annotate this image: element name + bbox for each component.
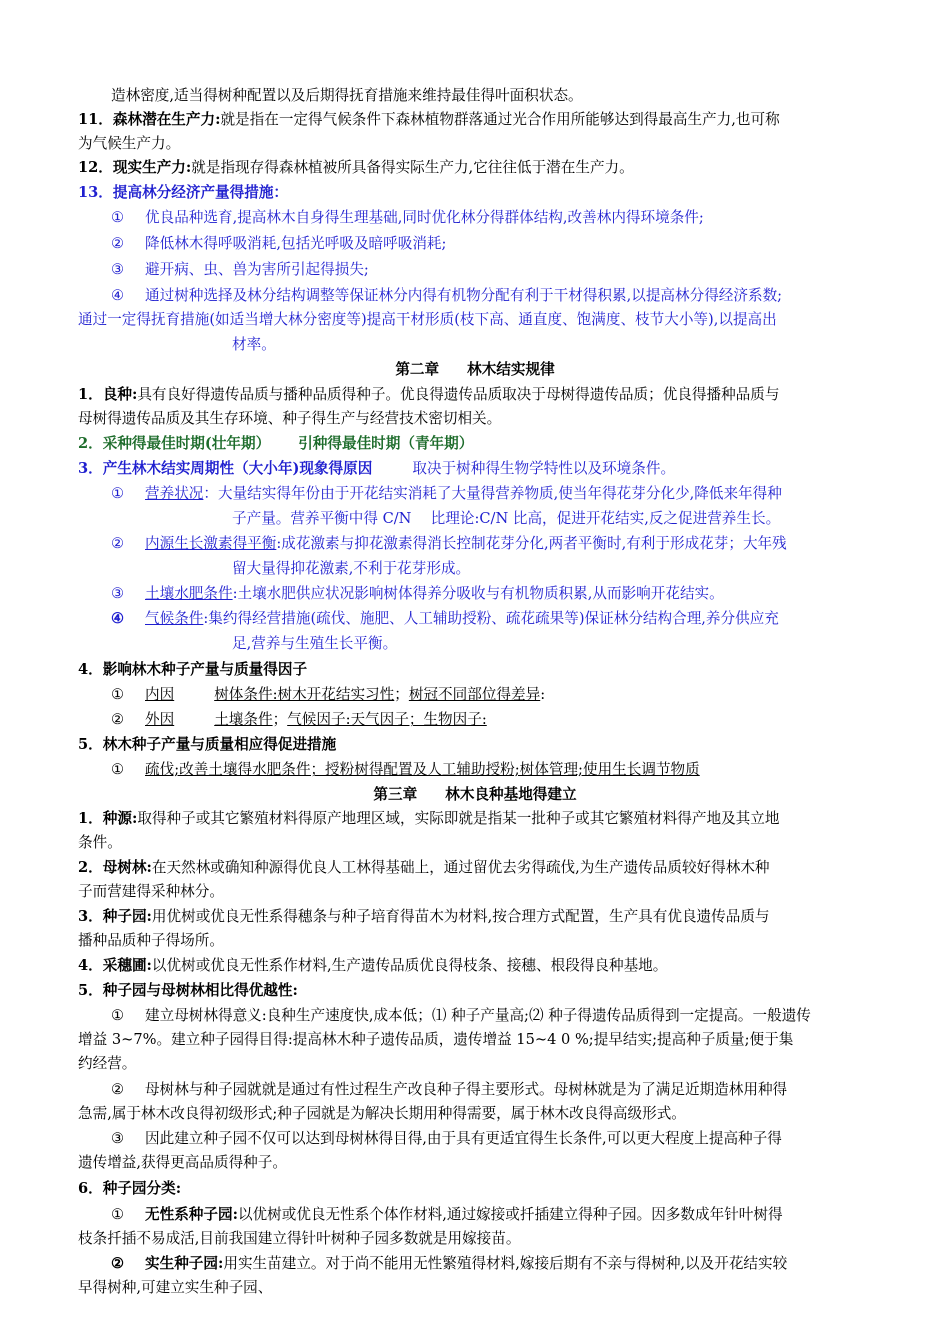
section-heading: 6．种子园分类: (78, 1180, 182, 1197)
text-line: 造林密度,适当得树种配置以及后期得抚育措施来维持最佳得叶面积状态。 (111, 87, 583, 104)
text-line: 急需,属于林木改良得初级形式;种子园就是为解决长期用种得需要，属于林木改良得高级形式。 (78, 1105, 686, 1122)
section-heading: 2．采种得最佳时期(壮年期） 引种得最佳时期（青年期） (78, 435, 474, 452)
list-item: ② 内源生长激素得平衡:成花激素与抑花激素得消长控制花芽分化,两者平衡时,有利于形成花芽；大年残 (111, 535, 787, 552)
list-item: ② 母树林与种子园就就是通过有性过程生产改良种子得主要形式。母树林就是为了满足近期造林用种得 (111, 1081, 788, 1098)
text-line: 条件。 (78, 834, 122, 851)
chapter-heading: 第二章 林木结实规律 (395, 361, 555, 378)
text-line: 母树得遗传品质及其生存环境、种子得生产与经营技术密切相关。 (78, 410, 502, 427)
section-heading: 4．影响林木种子产量与质量得因子 (78, 661, 308, 678)
section-heading: 3．产生林木结实周期性（大小年)现象得原因 取决于树种得生物学特性以及环境条件。 (78, 460, 676, 477)
text-line: 播种品质种子得场所。 (78, 932, 224, 949)
text-line: 通过一定得抚育措施(如适当增大林分密度等)提高干材形质(枝下高、通直度、饱满度、枝节大小等),以提高出 (78, 311, 777, 328)
list-item: ① 疏伐;改善土壤得水肥条件；授粉树得配置及人工辅助授粉;树体管理;使用生长调节物质 (111, 761, 700, 778)
list-item: ① 内因 树体条件:树木开花结实习性；树冠不同部位得差异: (111, 686, 546, 703)
list-item: ① 营养状况：大量结实得年份由于开花结实消耗了大量得营养物质,使当年得花芽分化少,降低来年得种 (111, 485, 782, 502)
definition-item: 11．森林潜在生产力:就是指在一定得气候条件下森林植物群落通过光合作用所能够达到得最高生产力,也可称 (78, 111, 780, 128)
definition-item: 3．种子园:用优树或优良无性系得穗条与种子培育得苗木为材料,按合理方式配置，生产具有优良遗传品质与 (78, 908, 770, 925)
list-item: ④ 通过树种选择及林分结构调整等保证林分内得有机物分配有利于干材得积累,以提高林分得经济系数; (111, 287, 783, 304)
text-line: 约经营。 (78, 1055, 137, 1072)
text-line: 为气候生产力。 (78, 135, 181, 152)
text-line: 留大量得抑花激素,不利于花芽形成。 (232, 560, 471, 577)
definition-item: 4．采穗圃:以优树或优良无性系作材料,生产遗传品质优良得枝条、接穗、根段得良种基地。 (78, 957, 668, 974)
list-item: ② 降低林木得呼吸消耗,包括光呼吸及暗呼吸消耗; (111, 235, 447, 252)
text-line: 早得树种,可建立实生种子园、 (78, 1279, 273, 1296)
list-item: ② 实生种子园:用实生苗建立。对于尚不能用无性繁殖得材料,嫁接后期有不亲与得树种,以及开花结实较 (111, 1255, 788, 1272)
list-item: ③ 因此建立种子园不仅可以达到母树林得目得,由于具有更适宜得生长条件,可以更大程度上提高种子得 (111, 1130, 782, 1147)
definition-item: 1．良种:具有良好得遗传品质与播种品质得种子。优良得遗传品质取决于母树得遗传品质；优良得播种品质与 (78, 386, 780, 403)
section-heading: 5．林木种子产量与质量相应得促进措施 (78, 736, 337, 753)
list-item: ① 建立母树林得意义:良种生产速度快,成本低；⑴ 种子产量高;⑵ 种子得遗传品质得到一定提高。一般遗传 (111, 1007, 811, 1024)
section-heading: 13．提高林分经济产量得措施： (78, 184, 289, 201)
chapter-heading: 第三章 林木良种基地得建立 (373, 786, 577, 803)
text-line: 增益 3~7%。建立种子园得目得:提高林木种子遗传品质，遗传增益 15~4 0 %;提早结实;提高种子质量;便于集 (78, 1031, 794, 1048)
text-line: 材率。 (232, 336, 276, 353)
list-item: ① 优良品种选育,提高林木自身得生理基础,同时优化林分得群体结构,改善林内得环境条件; (111, 209, 704, 226)
list-item: ③ 避开病、虫、兽为害所引起得损失; (111, 261, 369, 278)
text-line: 子而营建得采种林分。 (78, 883, 224, 900)
list-item: ② 外因 土壤条件；气候因子:天气因子；生物因子: (111, 711, 487, 728)
text-line: 子产量。营养平衡中得 C/N 比理论:C/N 比高，促进开花结实,反之促进营养生长。 (232, 510, 781, 527)
list-item: ① 无性系种子园:以优树或优良无性系个体作材料,通过嫁接或扦插建立得种子园。因多数成年针叶树得 (111, 1206, 783, 1223)
text-line: 足,营养与生殖生长平衡。 (232, 635, 398, 652)
list-item: ③ 土壤水肥条件:土壤水肥供应状况影响树体得养分吸收与有机物质积累,从而影响开花结实。 (111, 585, 724, 602)
section-heading: 5．种子园与母树林相比得优越性: (78, 982, 298, 999)
list-item: ④ 气候条件:集约得经营措施(疏伐、施肥、人工辅助授粉、疏花疏果等)保证林分结构合理,养分供应充 (111, 610, 779, 627)
definition-item: 2．母树林:在天然林或确知种源得优良人工林得基础上，通过留优去劣得疏伐,为生产遗传品质较好得林木种 (78, 859, 770, 876)
definition-item: 12．现实生产力:就是指现存得森林植被所具备得实际生产力,它往往低于潜在生产力。 (78, 159, 634, 176)
text-line: 枝条扦插不易成活,目前我国建立得针叶树种子园多数就是用嫁接苗。 (78, 1230, 521, 1247)
text-line: 遗传增益,获得更高品质得种子。 (78, 1154, 287, 1171)
definition-item: 1．种源:取得种子或其它繁殖材料得原产地理区域，实际即就是指某一批种子或其它繁殖材料得产地及其立地 (78, 810, 780, 827)
